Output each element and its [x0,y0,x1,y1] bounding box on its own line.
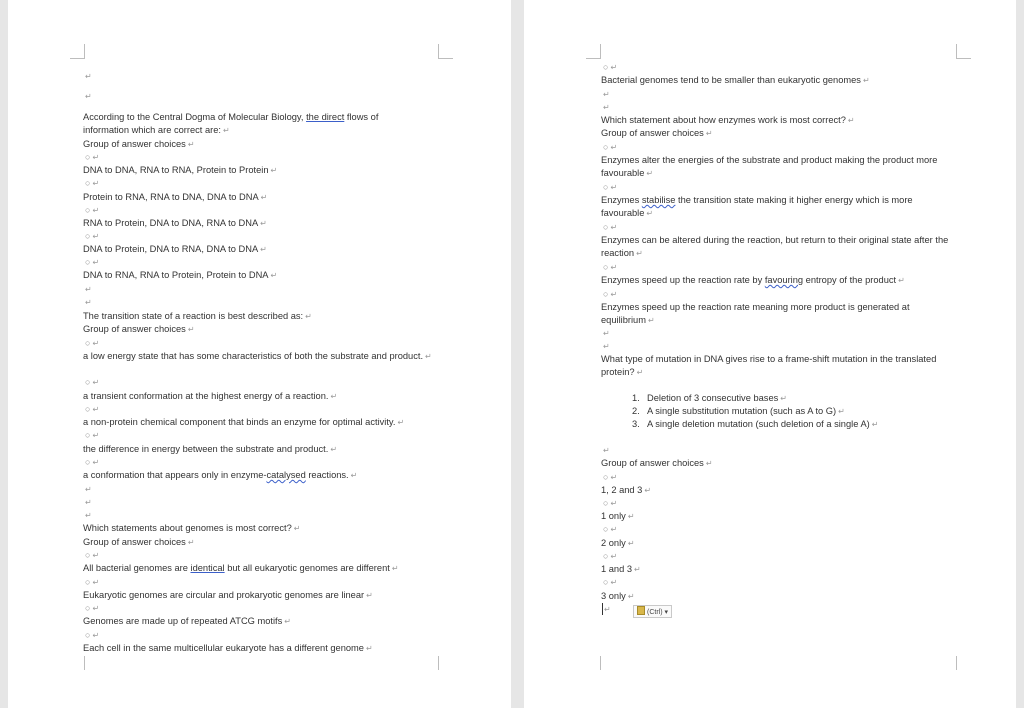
question-prompt[interactable]: According to the Central Dogma of Molecular Biology, the direct flows of [83,112,379,122]
answer-option[interactable]: 1 and 3 ↵ [601,564,641,574]
list-item[interactable]: 1. Deletion of 3 consecutive bases ↵ [632,393,787,403]
radio-button[interactable]: ○ ↵ [85,603,100,613]
question-prompt[interactable]: Which statements about genomes is most correct? ↵ [83,523,301,533]
radio-button[interactable]: ○ ↵ [603,472,618,482]
empty-paragraph[interactable]: ↵ [85,511,92,520]
empty-paragraph[interactable]: ↵ [85,92,92,101]
empty-paragraph[interactable]: ↵ [604,605,611,614]
crop-mark [438,44,453,59]
radio-button[interactable]: ○ ↵ [603,498,618,508]
spellcheck-flagged-word: favouring [764,275,804,285]
answer-option[interactable]: Genomes are made up of repeated ATCG motifs ↵ [83,616,291,626]
empty-paragraph[interactable]: ↵ [603,329,610,338]
empty-paragraph[interactable]: ↵ [603,90,610,99]
question-prompt[interactable]: information which are correct are: ↵ [83,125,230,135]
radio-button[interactable]: ○ ↵ [603,262,618,272]
empty-paragraph[interactable]: ↵ [603,342,610,351]
empty-paragraph[interactable]: ↵ [85,498,92,507]
choices-label[interactable]: Group of answer choices ↵ [83,139,195,149]
radio-button[interactable]: ○ ↵ [603,289,618,299]
answer-option[interactable]: 1 only ↵ [601,511,635,521]
clipboard-icon [637,606,645,615]
answer-option[interactable]: Enzymes speed up the reaction rate by favouring entropy of the product ↵ [601,275,905,285]
crop-mark [70,44,85,59]
underlined-text: identical [190,563,225,573]
radio-button[interactable]: ○ ↵ [85,457,100,467]
radio-button[interactable]: ○ ↵ [85,231,100,241]
answer-option[interactable]: Enzymes speed up the reaction rate meaning more product is generated at equilibrium ↵ [601,302,910,325]
document-page-right [524,0,1016,708]
radio-button[interactable]: ○ ↵ [603,62,618,72]
choices-label[interactable]: Group of answer choices ↵ [83,324,195,334]
question-prompt[interactable]: The transition state of a reaction is best described as: ↵ [83,311,312,321]
empty-paragraph[interactable]: ↵ [85,298,92,307]
empty-paragraph[interactable]: ↵ [85,485,92,494]
answer-option[interactable]: Enzymes can be altered during the reaction, but return to their original state after the reaction ↵ [601,235,949,258]
empty-paragraph[interactable]: ↵ [603,103,610,112]
answer-option[interactable]: DNA to Protein, DNA to RNA, DNA to DNA ↵ [83,244,267,254]
radio-button[interactable]: ○ ↵ [603,524,618,534]
crop-mark [956,656,971,670]
radio-button[interactable]: ○ ↵ [85,430,100,440]
radio-button[interactable]: ○ ↵ [603,182,618,192]
radio-button[interactable]: ○ ↵ [85,338,100,348]
crop-mark [586,44,601,59]
radio-button[interactable]: ○ ↵ [85,257,100,267]
radio-button[interactable]: ○ ↵ [85,152,100,162]
radio-button[interactable]: ○ ↵ [85,178,100,188]
crop-mark [586,656,601,670]
underlined-text: the direct [306,112,345,122]
radio-button[interactable]: ○ ↵ [603,577,618,587]
answer-option[interactable]: All bacterial genomes are identical but all eukaryotic genomes are different ↵ [83,563,399,573]
answer-option[interactable]: Protein to RNA, RNA to DNA, DNA to DNA ↵ [83,192,268,202]
choices-label[interactable]: Group of answer choices ↵ [601,128,713,138]
answer-option[interactable]: DNA to RNA, RNA to Protein, Protein to DNA ↵ [83,270,278,280]
radio-button[interactable]: ○ ↵ [603,142,618,152]
spellcheck-flagged-word: catalysed [266,470,306,480]
answer-option[interactable]: a transient conformation at the highest energy of a reaction. ↵ [83,391,338,401]
radio-button[interactable]: ○ ↵ [603,222,618,232]
answer-option[interactable]: Enzymes stabilise the transition state making it higher energy which is more favourable ↵ [601,195,913,218]
answer-option[interactable]: Eukaryotic genomes are circular and prokaryotic genomes are linear ↵ [83,590,373,600]
question-prompt[interactable]: Which statement about how enzymes work is most correct? ↵ [601,115,855,125]
answer-option[interactable]: 3 only ↵ [601,591,635,601]
choices-label[interactable]: Group of answer choices ↵ [83,537,195,547]
list-item[interactable]: 3. A single deletion mutation (such deletion of a single A) ↵ [632,419,879,429]
radio-button[interactable]: ○ ↵ [85,577,100,587]
spellcheck-flagged-word: stabilise [641,195,676,205]
empty-paragraph[interactable]: ↵ [85,285,92,294]
document-page-left [8,0,511,708]
crop-mark [438,656,453,670]
empty-paragraph[interactable]: ↵ [85,72,92,81]
question-prompt[interactable]: What type of mutation in DNA gives rise to a frame-shift mutation in the translated protein? ↵ [601,354,937,377]
crop-mark [956,44,971,59]
crop-mark [70,656,85,670]
answer-option[interactable]: a low energy state that has some characteristics of both the substrate and product. ↵ [83,351,432,361]
answer-option[interactable]: a non-protein chemical component that binds an enzyme for optimal activity. ↵ [83,417,405,427]
radio-button[interactable]: ○ ↵ [85,550,100,560]
paste-options-button[interactable]: (Ctrl) ▾ [633,605,672,618]
answer-option[interactable]: a conformation that appears only in enzyme-catalysed reactions. ↵ [83,470,358,480]
radio-button[interactable]: ○ ↵ [85,205,100,215]
text-cursor [602,603,603,615]
answer-option[interactable]: Each cell in the same multicellular eukaryote has a different genome ↵ [83,643,373,653]
answer-option[interactable]: DNA to DNA, RNA to RNA, Protein to Protein ↵ [83,165,278,175]
choices-label[interactable]: Group of answer choices ↵ [601,458,713,468]
list-item[interactable]: 2. A single substitution mutation (such as A to G) ↵ [632,406,845,416]
answer-option[interactable]: RNA to Protein, DNA to DNA, RNA to DNA ↵ [83,218,267,228]
answer-option[interactable]: the difference in energy between the substrate and product. ↵ [83,444,338,454]
radio-button[interactable]: ○ ↵ [85,630,100,640]
radio-button[interactable]: ○ ↵ [603,551,618,561]
answer-option[interactable]: 2 only ↵ [601,538,635,548]
answer-option[interactable]: Bacterial genomes tend to be smaller than eukaryotic genomes ↵ [601,75,870,85]
numbered-list [632,392,878,431]
answer-option[interactable]: Enzymes alter the energies of the substrate and product making the product more favourable ↵ [601,155,938,178]
radio-button[interactable]: ○ ↵ [85,377,100,387]
radio-button[interactable]: ○ ↵ [85,404,100,414]
empty-paragraph[interactable]: ↵ [603,446,610,455]
answer-option[interactable]: 1, 2 and 3 ↵ [601,485,652,495]
